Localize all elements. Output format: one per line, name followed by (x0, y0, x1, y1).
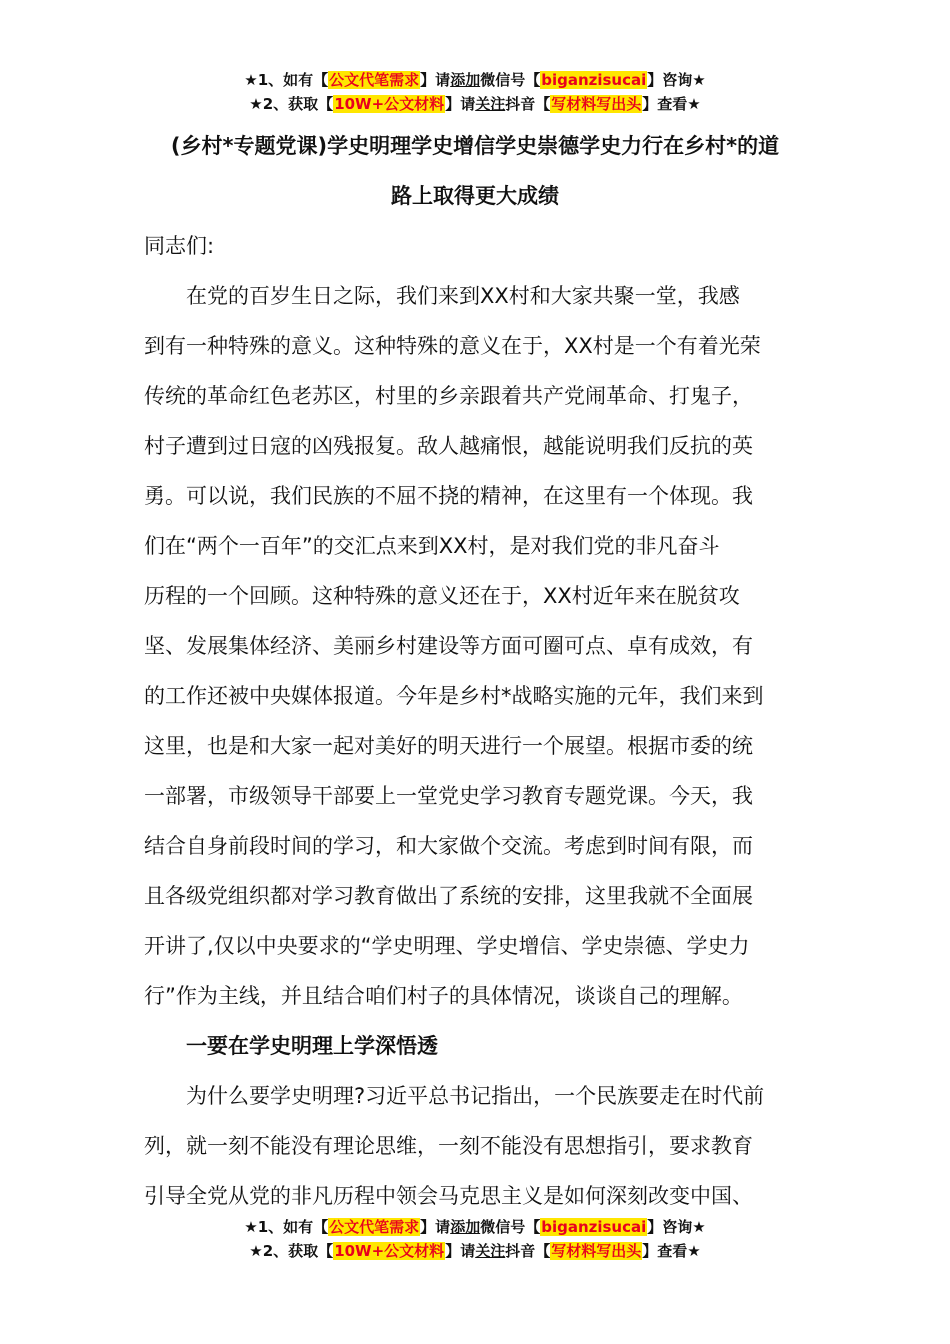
banner-text: ★1、如有【 (244, 71, 329, 89)
section-heading: 一要在学史明理上学深悟透 (144, 1034, 438, 1058)
banner-underlined: 添加 (450, 1218, 481, 1236)
body-line: 为什么要学史明理?习近平总书记指出，一个民族要走在时代前 (144, 1084, 765, 1108)
banner-line-1 (0, 68, 950, 92)
banner-text: 】请 (445, 1242, 476, 1260)
banner-highlight: 公文代笔需求 (329, 1218, 420, 1236)
banner-highlight: 写材料写出头 (551, 1242, 642, 1260)
document-title-line-2: 路上取得更大成绩 (391, 184, 559, 208)
body-line: 在党的百岁生日之际，我们来到XX村和大家共聚一堂，我感 (144, 284, 740, 308)
banner-text: 微信号【 (480, 71, 541, 89)
body-line: 传统的革命红色老苏区，村里的乡亲跟着共产党闹革命、打鬼子， (144, 384, 753, 408)
document-title-line-1: (乡村*专题党课)学史明理学史增信学史崇德学史力行在乡村*的道 (170, 134, 780, 158)
banner-highlight: biganzisucai (541, 71, 647, 89)
body-line: 且各级党组织都对学习教育做出了系统的安排，这里我就不全面展 (144, 884, 753, 908)
body-line: 一部署，市级领导干部要上一堂党史学习教育专题党课。今天，我 (144, 784, 753, 808)
banner-line-1 (0, 1215, 950, 1239)
banner-highlight: 公文代笔需求 (329, 71, 420, 89)
banner-text: 】请 (420, 71, 451, 89)
banner-text: 微信号【 (480, 1218, 541, 1236)
banner-text: 】请 (420, 1218, 451, 1236)
banner-highlight: 10W+公文材料 (334, 95, 445, 113)
body-line: 勇。可以说，我们民族的不屈不挠的精神，在这里有一个体现。我 (144, 484, 753, 508)
banner-text: ★1、如有【 (244, 1218, 329, 1236)
banner-highlight: biganzisucai (541, 1218, 647, 1236)
body-line: 引导全党从党的非凡历程中领会马克思主义是如何深刻改变中国、 (144, 1184, 753, 1208)
banner-line-2 (0, 1239, 950, 1263)
body-line: 的工作还被中央媒体报道。今年是乡村*战略实施的元年，我们来到 (144, 684, 764, 708)
body-line: 村子遭到过日寇的凶残报复。敌人越痛恨，越能说明我们反抗的英 (144, 434, 753, 458)
header-banner (0, 68, 950, 116)
body-line: 行”作为主线，并且结合咱们村子的具体情况，谈谈自己的理解。 (144, 984, 743, 1008)
banner-highlight: 10W+公文材料 (334, 1242, 445, 1260)
body-line: 结合自身前段时间的学习，和大家做个交流。考虑到时间有限，而 (144, 834, 753, 858)
body-line: 这里，也是和大家一起对美好的明天进行一个展望。根据市委的统 (144, 734, 753, 758)
banner-text: ★2、获取【 (249, 1242, 334, 1260)
footer-banner (0, 1215, 950, 1263)
body-line: 历程的一个回顾。这种特殊的意义还在于，XX村近年来在脱贫攻 (144, 584, 740, 608)
banner-text: 抖音【 (505, 1242, 551, 1260)
body-line: 坚、发展集体经济、美丽乡村建设等方面可圈可点、卓有成效，有 (144, 634, 753, 658)
banner-text: 抖音【 (505, 95, 551, 113)
banner-text: 】查看★ (642, 1242, 701, 1260)
banner-text: 】请 (445, 95, 476, 113)
banner-line-2 (0, 92, 950, 116)
salutation: 同志们: (144, 234, 215, 258)
banner-text: ★2、获取【 (249, 95, 334, 113)
body-line: 到有一种特殊的意义。这种特殊的意义在于，XX村是一个有着光荣 (144, 334, 761, 358)
banner-underlined: 关注 (475, 1242, 506, 1260)
banner-text: 】咨询★ (647, 71, 706, 89)
body-line: 们在“两个一百年”的交汇点来到XX村，是对我们党的非凡奋斗 (144, 534, 720, 558)
body-line: 列，就一刻不能没有理论思维，一刻不能没有思想指引，要求教育 (144, 1134, 753, 1158)
banner-text: 】查看★ (642, 95, 701, 113)
banner-text: 】咨询★ (647, 1218, 706, 1236)
banner-highlight: 写材料写出头 (551, 95, 642, 113)
banner-underlined: 关注 (475, 95, 506, 113)
body-line: 开讲了,仅以中央要求的“学史明理、学史增信、学史崇德、学史力 (144, 934, 750, 958)
banner-underlined: 添加 (450, 71, 481, 89)
